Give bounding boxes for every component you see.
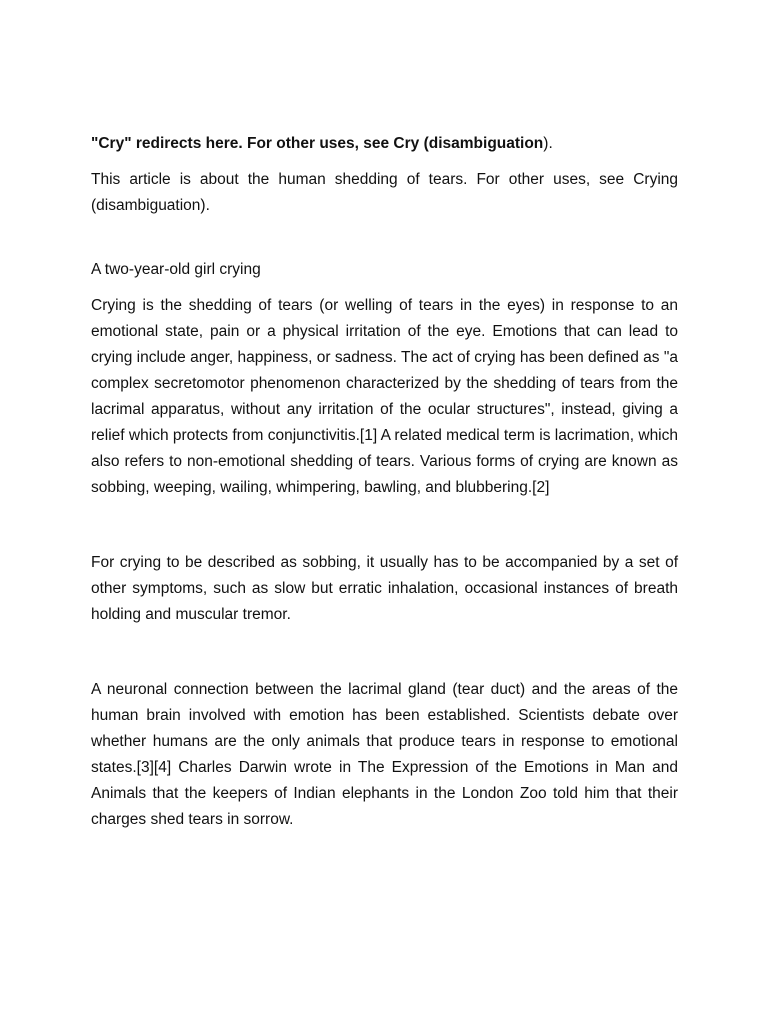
redirect-note-suffix: ). [543, 135, 553, 152]
spacer [91, 283, 678, 293]
spacer [91, 219, 678, 257]
about-note: This article is about the human shedding of tears. For other uses, see Crying (disambiguation). [91, 171, 678, 214]
redirect-note [91, 131, 678, 157]
paragraph-sobbing: For crying to be described as sobbing, it usually has to be accompanied by a set of other symptoms, such as slow but erratic inhalation, occasional instances of breath holding and muscular tremor. [91, 554, 678, 623]
image-caption: A two-year-old girl crying [91, 261, 261, 278]
spacer [91, 628, 678, 677]
spacer [91, 157, 678, 167]
paragraph-neuronal-connection: A neuronal connection between the lacrimal gland (tear duct) and the areas of the human brain involved with emotion has been established. Scientists debate over whether humans are the only animals that produce tears in response to emotional states.[3][4] Charles Darwin wrote in The Expression of the Emotions in Man and Animals that the keepers of Indian elephants in the London Zoo told him that their charges shed tears in sorrow. [91, 681, 678, 828]
redirect-note-text: "Cry" redirects here. For other uses, see Cry (disambiguation [91, 135, 544, 152]
document-body [91, 131, 678, 833]
paragraph-crying-definition: Crying is the shedding of tears (or welling of tears in the eyes) in response to an emotional state, pain or a physical irritation of the eye. Emotions that can lead to crying include anger, happiness, or sadness. The act of crying has been defined as "a complex secretomotor phenomenon characterized by the shedding of tears from the lacrimal apparatus, without any irritation of the ocular structures", instead, giving a relief which protects from conjunctivitis.[1] A related medical term is lacrimation, which also refers to non-emotional shedding of tears. Various forms of crying are known as sobbing, weeping, wailing, whimpering, bawling, and blubbering.[2] [91, 297, 678, 496]
spacer [91, 501, 678, 550]
